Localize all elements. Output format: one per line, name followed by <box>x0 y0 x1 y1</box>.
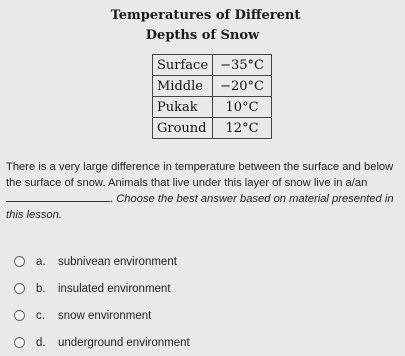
answer-options <box>14 248 190 356</box>
option-letter: a. <box>36 255 46 268</box>
option-label: insulated environment <box>58 282 171 295</box>
temperature-cell: 10°C <box>213 97 272 118</box>
depth-cell: Middle <box>153 76 213 97</box>
option-b[interactable] <box>14 275 190 302</box>
radio-button-icon[interactable] <box>14 310 25 321</box>
option-letter: b. <box>36 282 46 295</box>
option-letter: d. <box>36 336 46 349</box>
option-a[interactable] <box>14 248 190 275</box>
radio-button-icon[interactable] <box>14 283 25 294</box>
option-letter: c. <box>36 309 45 322</box>
radio-button-icon[interactable] <box>14 337 25 348</box>
answer-blank <box>6 191 110 202</box>
figure-title-line2: Depths of Snow <box>145 28 260 43</box>
depth-cell: Pukak <box>153 97 213 118</box>
question-stem-end: . <box>110 193 117 205</box>
option-c[interactable] <box>14 302 190 329</box>
table-row <box>153 97 272 118</box>
question-instruction: Choose the best answer based on material presented in this lesson. <box>6 193 394 221</box>
table-row <box>153 118 272 139</box>
temperature-cell: 12°C <box>213 118 272 139</box>
depth-cell: Surface <box>153 55 213 76</box>
radio-button-icon[interactable] <box>14 256 25 267</box>
temperature-table <box>152 54 272 139</box>
option-label: snow environment <box>58 309 152 322</box>
question-stem: There is a very large difference in temperature between the surface and below the surface of snow. Animals that live under this layer of snow live in a/an <box>6 161 394 189</box>
depth-cell: Ground <box>153 118 213 139</box>
option-label: underground environment <box>58 336 190 349</box>
option-label: subnivean environment <box>58 255 177 268</box>
temperature-cell: −20°C <box>213 76 272 97</box>
table-row <box>153 55 272 76</box>
figure-title-line1: Temperatures of Different <box>110 8 301 23</box>
question-text <box>6 160 401 223</box>
option-d[interactable] <box>14 329 190 356</box>
temperature-cell: −35°C <box>213 55 272 76</box>
table-row <box>153 76 272 97</box>
